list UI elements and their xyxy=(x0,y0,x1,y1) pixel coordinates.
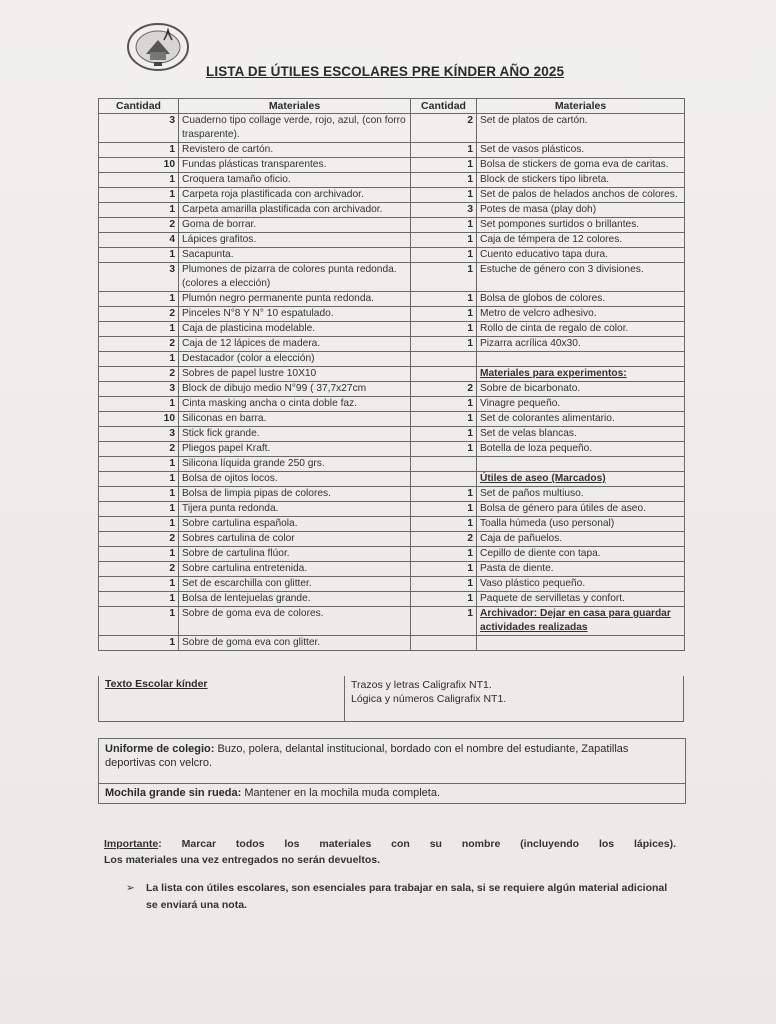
material-cell: Estuche de género con 3 divisiones. xyxy=(477,263,685,292)
material-cell: Bolsa de lentejuelas grande. xyxy=(179,592,411,607)
quantity-cell: 1 xyxy=(99,143,179,158)
quantity-cell: 1 xyxy=(411,158,477,173)
material-cell: Bolsa de globos de colores. xyxy=(477,292,685,307)
mochila-label: Mochila grande sin rueda: xyxy=(105,787,242,799)
quantity-cell: 1 xyxy=(99,188,179,203)
table-row xyxy=(99,547,685,562)
quantity-cell: 3 xyxy=(99,263,179,292)
material-cell: Silicona líquida grande 250 grs. xyxy=(179,457,411,472)
quantity-cell: 1 xyxy=(411,607,477,636)
quantity-cell: 1 xyxy=(411,427,477,442)
table-row xyxy=(99,577,685,592)
table-row xyxy=(99,233,685,248)
material-cell xyxy=(477,352,685,367)
material-cell: Sacapunta. xyxy=(179,248,411,263)
material-cell: Útiles de aseo (Marcados) xyxy=(477,472,685,487)
material-cell: Block de dibujo medio N°99 ( 37,7x27cm xyxy=(179,382,411,397)
quantity-cell: 1 xyxy=(99,203,179,218)
material-cell: Croquera tamaño oficio. xyxy=(179,173,411,188)
quantity-cell: 1 xyxy=(99,592,179,607)
header-materiales-1: Materiales xyxy=(179,99,411,114)
material-cell: Set de platos de cartón. xyxy=(477,114,685,143)
importante-label: Importante xyxy=(104,838,159,850)
quantity-cell: 1 xyxy=(99,607,179,636)
material-cell: Carpeta roja plastificada con archivador. xyxy=(179,188,411,203)
material-cell: Paquete de servilletas y confort. xyxy=(477,592,685,607)
table-row xyxy=(99,472,685,487)
material-cell: Set de colorantes alimentario. xyxy=(477,412,685,427)
quantity-cell: 1 xyxy=(99,472,179,487)
material-cell: Block de stickers tipo libreta. xyxy=(477,173,685,188)
mochila-text: Mantener en la mochila muda completa. xyxy=(241,787,441,799)
importante-text: : Marcar todos los materiales con su nombre (incluyendo los lápices). xyxy=(158,838,676,850)
material-cell: Fundas plásticas transparentes. xyxy=(179,158,411,173)
table-row xyxy=(99,218,685,233)
material-cell: Tijera punta redonda. xyxy=(179,502,411,517)
quantity-cell: 1 xyxy=(411,577,477,592)
quantity-cell xyxy=(411,367,477,382)
material-cell: Plumones de pizarra de colores punta redonda. (colores a elección) xyxy=(179,263,411,292)
material-cell: Set de vasos plásticos. xyxy=(477,143,685,158)
nota-bullet-item xyxy=(126,880,678,914)
quantity-cell: 1 xyxy=(411,397,477,412)
header-cantidad-2: Cantidad xyxy=(411,99,477,114)
texto-escolar-label: Texto Escolar kínder xyxy=(99,676,345,721)
table-row xyxy=(99,337,685,352)
material-cell: Sobres cartulina de color xyxy=(179,532,411,547)
quantity-cell: 1 xyxy=(411,337,477,352)
material-cell: Cepillo de diente con tapa. xyxy=(477,547,685,562)
quantity-cell: 1 xyxy=(411,188,477,203)
quantity-cell: 1 xyxy=(99,502,179,517)
quantity-cell: 3 xyxy=(99,114,179,143)
quantity-cell: 1 xyxy=(411,233,477,248)
quantity-cell: 1 xyxy=(99,173,179,188)
table-row xyxy=(99,562,685,577)
quantity-cell: 2 xyxy=(411,114,477,143)
material-cell: Cuento educativo tapa dura. xyxy=(477,248,685,263)
texto-escolar-box xyxy=(98,676,684,722)
material-cell: Set pompones surtidos o brillantes. xyxy=(477,218,685,233)
material-cell: Cuaderno tipo collage verde, rojo, azul, (con forro trasparente). xyxy=(179,114,411,143)
quantity-cell: 1 xyxy=(99,397,179,412)
quantity-cell: 1 xyxy=(411,218,477,233)
table-row xyxy=(99,367,685,382)
importante-line-2: Los materiales una vez entregados no serán devueltos. xyxy=(104,854,381,866)
material-cell: Materiales para experimentos: xyxy=(477,367,685,382)
material-cell: Bolsa de limpia pipas de colores. xyxy=(179,487,411,502)
material-cell: Vaso plástico pequeño. xyxy=(477,577,685,592)
table-header-row xyxy=(99,99,685,114)
material-cell: Pinceles N°8 Y N° 10 espatulado. xyxy=(179,307,411,322)
quantity-cell: 2 xyxy=(99,367,179,382)
quantity-cell: 3 xyxy=(99,382,179,397)
materials-table xyxy=(98,98,685,651)
material-cell: Archivador: Dejar en casa para guardar actividades realizadas xyxy=(477,607,685,636)
quantity-cell xyxy=(411,352,477,367)
material-cell: Sobre de cartulina flúor. xyxy=(179,547,411,562)
uniforme-label: Uniforme de colegio: xyxy=(105,743,215,755)
quantity-cell: 10 xyxy=(99,158,179,173)
quantity-cell: 1 xyxy=(411,517,477,532)
material-cell: Pliegos papel Kraft. xyxy=(179,442,411,457)
material-cell: Bolsa de género para útiles de aseo. xyxy=(477,502,685,517)
table-row xyxy=(99,173,685,188)
material-cell: Set de palos de helados anchos de colores. xyxy=(477,188,685,203)
quantity-cell: 2 xyxy=(99,307,179,322)
quantity-cell xyxy=(411,636,477,651)
material-cell: Caja de plasticina modelable. xyxy=(179,322,411,337)
table-row xyxy=(99,636,685,651)
quantity-cell: 2 xyxy=(99,562,179,577)
material-cell: Set de velas blancas. xyxy=(477,427,685,442)
material-cell: Revistero de cartón. xyxy=(179,143,411,158)
quantity-cell xyxy=(411,457,477,472)
material-cell: Bolsa de stickers de goma eva de caritas. xyxy=(477,158,685,173)
quantity-cell: 1 xyxy=(99,457,179,472)
material-cell: Stick fick grande. xyxy=(179,427,411,442)
table-row xyxy=(99,412,685,427)
table-row xyxy=(99,203,685,218)
quantity-cell: 1 xyxy=(411,307,477,322)
quantity-cell: 2 xyxy=(99,442,179,457)
material-cell: Goma de borrar. xyxy=(179,218,411,233)
material-cell: Caja de pañuelos. xyxy=(477,532,685,547)
table-row xyxy=(99,592,685,607)
material-cell: Potes de masa (play doh) xyxy=(477,203,685,218)
quantity-cell: 1 xyxy=(99,636,179,651)
material-cell: Lápices grafitos. xyxy=(179,233,411,248)
material-cell: Botella de loza pequeño. xyxy=(477,442,685,457)
quantity-cell: 1 xyxy=(411,487,477,502)
material-cell: Pasta de diente. xyxy=(477,562,685,577)
quantity-cell: 10 xyxy=(99,412,179,427)
table-row xyxy=(99,307,685,322)
quantity-cell: 2 xyxy=(411,382,477,397)
quantity-cell: 2 xyxy=(411,532,477,547)
quantity-cell: 1 xyxy=(99,248,179,263)
table-row xyxy=(99,532,685,547)
quantity-cell: 1 xyxy=(99,352,179,367)
header-cantidad-1: Cantidad xyxy=(99,99,179,114)
table-row xyxy=(99,158,685,173)
quantity-cell: 1 xyxy=(411,292,477,307)
material-cell: Destacador (color a elección) xyxy=(179,352,411,367)
material-cell: Sobre de goma eva de colores. xyxy=(179,607,411,636)
quantity-cell: 1 xyxy=(411,592,477,607)
table-row xyxy=(99,322,685,337)
material-cell xyxy=(477,636,685,651)
material-cell: Toalla húmeda (uso personal) xyxy=(477,517,685,532)
table-row xyxy=(99,427,685,442)
materials-table-body xyxy=(99,114,685,651)
texto-escolar-line-2: Lógica y números Caligrafix NT1. xyxy=(351,693,507,705)
quantity-cell: 1 xyxy=(99,577,179,592)
quantity-cell: 2 xyxy=(99,337,179,352)
table-row xyxy=(99,352,685,367)
material-cell: Cinta masking ancha o cinta doble faz. xyxy=(179,397,411,412)
material-cell xyxy=(477,457,685,472)
quantity-cell: 1 xyxy=(99,292,179,307)
quantity-cell: 3 xyxy=(99,427,179,442)
quantity-cell: 1 xyxy=(99,322,179,337)
texto-escolar-line-1: Trazos y letras Caligrafix NT1. xyxy=(351,679,492,691)
quantity-cell: 4 xyxy=(99,233,179,248)
material-cell: Sobres de papel lustre 10X10 xyxy=(179,367,411,382)
material-cell: Sobre cartulina española. xyxy=(179,517,411,532)
table-row xyxy=(99,292,685,307)
table-row xyxy=(99,263,685,292)
table-row xyxy=(99,382,685,397)
quantity-cell: 1 xyxy=(411,442,477,457)
material-cell: Sobre de bicarbonato. xyxy=(477,382,685,397)
material-cell: Caja de témpera de 12 colores. xyxy=(477,233,685,248)
table-row xyxy=(99,502,685,517)
table-row xyxy=(99,607,685,636)
school-logo xyxy=(126,22,190,72)
header-materiales-2: Materiales xyxy=(477,99,685,114)
nota-text: La lista con útiles escolares, son esenciales para trabajar en sala, si se requiere algún material adicional se enviará una nota. xyxy=(146,882,668,911)
quantity-cell: 1 xyxy=(411,143,477,158)
table-row xyxy=(99,487,685,502)
table-row xyxy=(99,248,685,263)
material-cell: Rollo de cinta de regalo de color. xyxy=(477,322,685,337)
table-row xyxy=(99,397,685,412)
importante-note xyxy=(104,836,676,868)
material-cell: Siliconas en barra. xyxy=(179,412,411,427)
table-row xyxy=(99,188,685,203)
uniforme-box xyxy=(98,738,686,784)
table-row xyxy=(99,442,685,457)
quantity-cell: 3 xyxy=(411,203,477,218)
texto-escolar-books xyxy=(351,678,506,706)
material-cell: Metro de velcro adhesivo. xyxy=(477,307,685,322)
arrow-bullet-icon: ➢ xyxy=(126,882,135,894)
uniforme-text: Buzo, polera, delantal institucional, bordado con el nombre del estudiante, Zapatillas deportivas con velcro. xyxy=(105,743,629,769)
quantity-cell: 1 xyxy=(411,173,477,188)
quantity-cell: 1 xyxy=(99,517,179,532)
table-row xyxy=(99,517,685,532)
page-title: LISTA DE ÚTILES ESCOLARES PRE KÍNDER AÑO 2025 xyxy=(206,64,565,79)
quantity-cell: 1 xyxy=(411,562,477,577)
quantity-cell: 1 xyxy=(411,322,477,337)
quantity-cell xyxy=(411,472,477,487)
quantity-cell: 2 xyxy=(99,532,179,547)
quantity-cell: 2 xyxy=(99,218,179,233)
material-cell: Bolsa de ojitos locos. xyxy=(179,472,411,487)
material-cell: Caja de 12 lápices de madera. xyxy=(179,337,411,352)
quantity-cell: 1 xyxy=(411,502,477,517)
material-cell: Sobre de goma eva con glitter. xyxy=(179,636,411,651)
quantity-cell: 1 xyxy=(411,412,477,427)
material-cell: Pizarra acrílica 40x30. xyxy=(477,337,685,352)
material-cell: Carpeta amarilla plastificada con archivador. xyxy=(179,203,411,218)
table-row xyxy=(99,457,685,472)
quantity-cell: 1 xyxy=(411,248,477,263)
material-cell: Vinagre pequeño. xyxy=(477,397,685,412)
quantity-cell: 1 xyxy=(99,547,179,562)
material-cell: Plumón negro permanente punta redonda. xyxy=(179,292,411,307)
material-cell: Set de escarchilla con glitter. xyxy=(179,577,411,592)
table-row xyxy=(99,114,685,143)
mochila-box xyxy=(98,784,686,804)
material-cell: Set de paños multiuso. xyxy=(477,487,685,502)
importante-line-1 xyxy=(104,836,676,852)
quantity-cell: 1 xyxy=(411,263,477,292)
material-cell: Sobre cartulina entretenida. xyxy=(179,562,411,577)
quantity-cell: 1 xyxy=(99,487,179,502)
quantity-cell: 1 xyxy=(411,547,477,562)
table-row xyxy=(99,143,685,158)
